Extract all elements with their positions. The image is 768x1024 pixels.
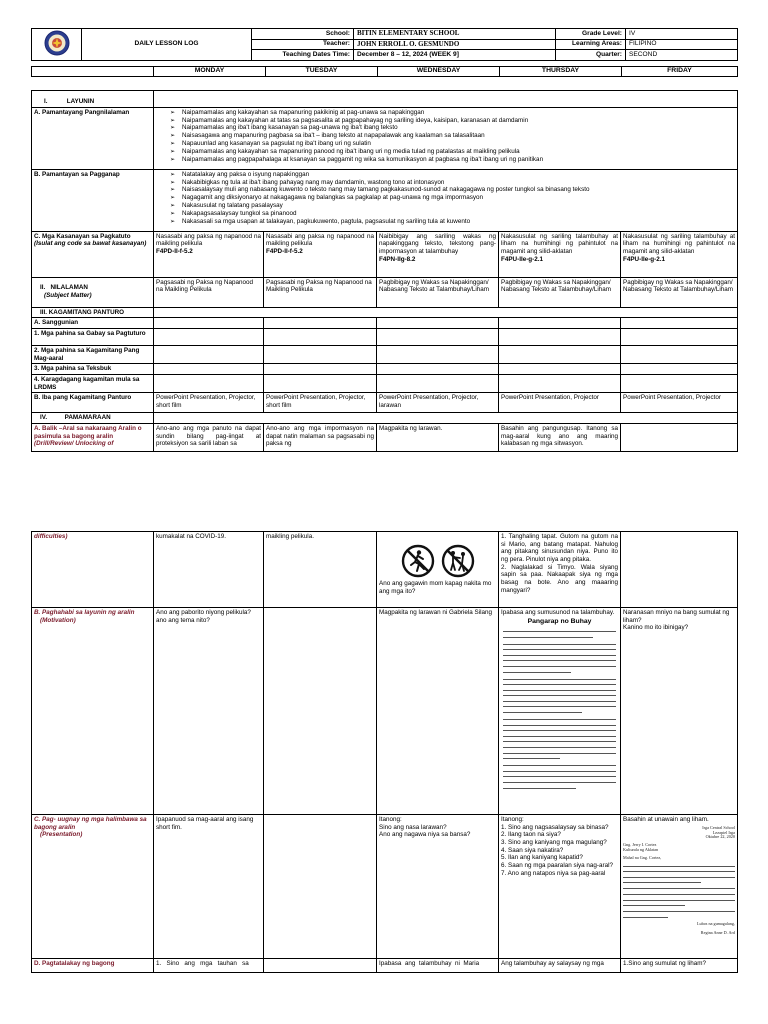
layunin-blank: [154, 90, 738, 107]
kasanayan-friday: [621, 231, 738, 277]
empty-cell: [264, 318, 377, 329]
empty-cell: [377, 318, 499, 329]
teacher-label: Teacher:: [252, 39, 354, 50]
competency-code: F4PN-IIg-8.2: [379, 255, 416, 263]
balik-aral-friday: [621, 423, 738, 451]
empty-cell: [154, 318, 264, 329]
pagtatalakay-wednesday: Ipabasa ang talambuhay ni Maria: [377, 959, 499, 973]
motivation-question: Kanino mo ito ibinigay?: [623, 624, 689, 632]
kagamitan-wednesday: PowerPoint Presentation, Projector, larawan: [377, 393, 499, 413]
pamantayan-sa-pagganap-label: B. Pamantayan sa Pagganap: [32, 169, 154, 231]
motivation-instruction: Ipabasa ang sumusunod na talambuhay.: [501, 609, 615, 616]
letter-closing: Lubos na gumagalang,: [696, 920, 735, 926]
empty-cell: [154, 328, 264, 345]
nilalaman-wednesday: Pagbibigay ng Wakas sa Napakinggan/ Nabasang Teksto at Talambuhay/Liham: [377, 277, 499, 307]
deped-seal-icon: [44, 30, 70, 56]
day-header-friday: FRIDAY: [622, 66, 738, 76]
motivation-friday: [621, 608, 738, 815]
empty-cell: [621, 318, 738, 329]
day-header-tuesday: TUESDAY: [266, 66, 378, 76]
list-item: ➢ Naipamamalas ang kakayahan sa mapanuring panood ng iba't ibang uri ng media tulad ng patalastas at maikling pelikula: [170, 148, 735, 156]
lesson-table: [31, 90, 738, 452]
letter-heading: Oktubre 22, 2020: [705, 834, 735, 840]
list-item: ➢ Nakasusulat ng talatang pasalaysay: [170, 202, 735, 210]
list-item: ➢ Naisasalaysay muli ang nabasang kuwento o teksto nang may tamang pagkakasunod-sunod at nakagagawa ng poster tungkol sa binasang teksto: [170, 186, 735, 194]
kagamitan-heading: III. KAGAMITANG PANTURO: [32, 307, 154, 318]
teacher-value: JOHN ERROLL O. GESMUNDO: [354, 39, 556, 50]
picture-question: Ano ang gagawin mom kapag nakita mo ang mga ito?: [379, 579, 492, 595]
balik-aral-label: A. Balik –Aral sa nakaraang Aralin o pasimula sa bagong aralin: [34, 424, 142, 440]
teksbuk-label: 3. Mga pahina sa Teksbuk: [32, 364, 154, 375]
no-pushing-sign-icon: [441, 544, 475, 578]
kagamitan-monday: PowerPoint Presentation, Projector, short film: [154, 393, 264, 413]
kagamitan-thursday: PowerPoint Presentation, Projector: [499, 393, 621, 413]
lrdms-label: 4. Karagdagang kagamitan mula sa LRDMS: [32, 374, 154, 392]
motivation-question: ano ang tema nito?: [156, 616, 210, 624]
iba-pang-kagamitan-label: B. Iba pang Kagamitang Panturo: [32, 393, 154, 413]
empty-cell: [499, 374, 621, 392]
page-2: [31, 531, 737, 973]
list-item: ➢ Nakabibigkas ng tula at iba't ibang pahayag nang may damdamin, wastong tono at intonasyon: [170, 179, 735, 187]
letter-scan: [623, 826, 735, 936]
kagamitang-mag-aaral-label: 2. Mga pahina sa Kagamitang Pang Mag-aaral: [32, 345, 154, 363]
area-label: Learning Areas:: [556, 39, 626, 50]
kasanayan-sublabel: (Isulat ang code sa bawat kasanayan): [34, 240, 147, 248]
lesson-table-continued: [31, 531, 738, 973]
motivation-thursday: [499, 608, 621, 815]
nilalaman-monday: Pagsasabi ng Paksa ng Napanood na Maikling Pelikula: [154, 277, 264, 307]
competency-code: F4PU-IIe-g-2.1: [501, 255, 543, 263]
motivation-label: B. Paghahabi sa layunin ng aralin: [34, 609, 135, 616]
empty-cell: [377, 328, 499, 345]
presentation-line: 7. Ano ang natapos niya sa pag-aaral: [501, 869, 606, 877]
list-item: ➢ Naipamamalas ang kakayahan sa mapanuring pakikinig at pag-unawa sa napakinggan: [170, 109, 735, 117]
presentation-line: 3. Sino ang kaniyang mga magulang?: [501, 839, 607, 847]
quarter-label: Quarter:: [556, 50, 626, 61]
pagtatalakay-monday: 1. Sino ang mga tauhan sa: [154, 959, 264, 973]
presentation-line: Itanong:: [379, 816, 402, 823]
competency-code: F4PD-II-f-5.2: [156, 247, 193, 255]
list-item: ➢ Nakasasali sa mga usapan at talakayan, pagkukuwento, pagtula, pagsasulat ng sariling tula at kuwento: [170, 218, 735, 226]
days-header: [31, 66, 738, 77]
kasanayan-text: Nasasabi ang paksa ng napanood na maikling pelikula: [266, 232, 374, 248]
day-header-monday: MONDAY: [154, 66, 266, 76]
no-running-sign-icon: [401, 544, 435, 578]
day-header-thursday: THURSDAY: [500, 66, 622, 76]
empty-cell: [377, 374, 499, 392]
school-value: BITIN ELEMENTARY SCHOOL: [354, 29, 556, 40]
kasanayan-text: Nakasusulat ng sariling talambuhay at liham na humihingi ng pahintulot na magamit ang silid-aklatan: [623, 232, 735, 255]
empty-cell: [499, 318, 621, 329]
header-table: [31, 28, 738, 61]
gabay-label: 1. Mga pahina sa Gabay sa Pagtuturo: [32, 328, 154, 345]
empty-cell: [377, 364, 499, 375]
situation-2: 2. Naglalakad si Timyo. Wala siyang sapin sa paa. Nakaapak siya ng mga basag na bote. Ano ang maaaring mangyari?: [501, 563, 618, 594]
nilalaman-sublabel: (Subject Matter): [44, 292, 92, 299]
balik-aral-sublabel: (Drill/Review/ Unlocking of: [34, 440, 114, 448]
kasanayan-monday: [154, 231, 264, 277]
presentation-line: 4. Saan siya nakatira?: [501, 846, 564, 854]
quarter-value: SECOND: [626, 50, 738, 61]
kasanayan-label: C. Mga Kasanayan sa Pagkatuto: [34, 232, 131, 240]
empty-cell: [154, 364, 264, 375]
list-item: ➢ Naipamamalas ang kakayahan at tatas sa pagsasalita at pagpapahayag ng sariling ideya, kaisipan, karanasan at damdamin: [170, 117, 735, 125]
list-item: ➢ Natatalakay ang paksa o isyung napakinggan: [170, 171, 735, 179]
pagtatalakay-label: D. Pagtatalakay ng bagong: [32, 959, 154, 973]
pamamaraan-heading: IV. PAMAMARAAN: [32, 413, 154, 424]
nilalaman-tuesday: Pagsasabi ng Paksa ng Napanood na Maikling Pelikula: [264, 277, 377, 307]
kasanayan-text: Nakasusulat ng sariling talambuhay at liham na humihingi ng pahintulot na magamit ang silid-aklatan: [501, 232, 618, 255]
presentation-wednesday: [377, 815, 499, 959]
pamantayang-pangnilalaman-list: [154, 107, 738, 169]
kasanayan-label-cell: [32, 231, 154, 277]
nilalaman-label: II. NILALAMAN: [40, 284, 88, 292]
area-value: FILIPINO: [626, 39, 738, 50]
letter-greeting: Mahal na Gng. Cortez,: [623, 854, 662, 860]
letter-recipient: Kulturala ng Aklatan: [623, 846, 659, 852]
presentation-line: 6. Saan ng mga paaralan siya nag-aral?: [501, 862, 614, 870]
continuation-wednesday: [377, 532, 499, 608]
motivation-tuesday: [264, 608, 377, 815]
kasanayan-thursday: [499, 231, 621, 277]
biography-scan: [501, 628, 618, 789]
balik-aral-monday: Ano-ano ang mga panuto na dapat sundin bilang pag-iingat at proteksiyon sa sarili laban sa: [154, 423, 264, 451]
continuation-thursday: [499, 532, 621, 608]
list-item: ➢ Naipamamalas ang pagpapahalaga at ksanayan sa paggamit ng wika sa komunikasyon at pagbasa ng iba't ibang uri ng panitikan: [170, 156, 735, 164]
balik-aral-thursday: Basahin ang pangungusap. Itanong sa mag-aaral kung ano ang maaring kalabasan ng mga sitwasyon.: [499, 423, 621, 451]
presentation-line: 5. Ilan ang kaniyang kapatid?: [501, 854, 583, 862]
continuation-tuesday: maikling pelikula.: [264, 532, 377, 608]
grade-label: Grade Level:: [556, 29, 626, 40]
pagtatalakay-friday: 1.Sino ang sumulat ng liham?: [621, 959, 738, 973]
competency-code: F4PD-II-f-5.2: [266, 247, 303, 255]
school-label: School:: [252, 29, 354, 40]
empty-cell: [499, 328, 621, 345]
letter-heading: Lezapiel Irga: [712, 829, 735, 835]
list-item: ➢ Nakapagsasalaysay tungkol sa pinanood: [170, 210, 735, 218]
difficulties-label: difficulties): [32, 532, 154, 608]
kasanayan-text: Naibibigay ang sariling wakas ng napakinggang teksto, tekstong pang-impormasyon at talambuhay: [379, 232, 496, 255]
pagtatalakay-tuesday: [264, 959, 377, 973]
nilalaman-label-cell: [32, 277, 154, 307]
list-item: ➢ Naisasagawa ang mapanuring pagbasa sa iba't – ibang teksto at napapalawak ang kaalaman sa talasalitaan: [170, 132, 735, 140]
day-header-wednesday: WEDNESDAY: [378, 66, 500, 76]
day-header-blank: [32, 66, 154, 76]
situation-1: 1. Tanghaling tapat. Gutom na gutom na si Mario, ang batang matapat. Nahulog ang pitakang sinusundan niya. Puno ito ng pera. Pinulot niya ang pitaka.: [501, 533, 618, 564]
list-item: ➢ Napauunlad ang kasanayan sa pagsulat ng iba't ibang uri ng sulatin: [170, 140, 735, 148]
presentation-thursday: [499, 815, 621, 959]
presentation-monday: Ipapanuod sa mag-aaral ang isang short fim.: [154, 815, 264, 959]
presentation-label-cell: [32, 815, 154, 959]
pamamaraan-blank: [154, 413, 738, 424]
layunin-heading: I. LAYUNIN: [32, 90, 154, 107]
empty-cell: [154, 374, 264, 392]
document-title: DAILY LESSON LOG: [82, 29, 252, 61]
pagtatalakay-thursday: Ang talambuhay ay salaysay ng mga: [499, 959, 621, 973]
grade-value: IV: [626, 29, 738, 40]
letter-signature: Regina Anne D. Ard: [700, 929, 735, 935]
dates-label: Teaching Dates Time:: [252, 50, 354, 61]
motivation-sublabel: (Motivation): [40, 616, 76, 624]
motivation-wednesday: Magpakita ng larawan ni Gabriela Silang: [377, 608, 499, 815]
empty-cell: [621, 328, 738, 345]
balik-aral-wednesday: Magpakita ng larawan.: [377, 423, 499, 451]
presentation-line: 2. Ilang taon na siya?: [501, 831, 561, 839]
presentation-line: Ano ang nagawa niya sa bansa?: [379, 831, 471, 839]
presentation-line: 1. Sino ang nagsasalaysay sa binasa?: [501, 823, 609, 831]
motivation-label-cell: [32, 608, 154, 815]
presentation-line: Basahin at unawain ang liham.: [623, 816, 709, 823]
balik-aral-tuesday: Ano-ano ang mga impormasyon na dapat natin malaman sa pagsasabi ng paksa ng: [264, 423, 377, 451]
empty-cell: [621, 364, 738, 375]
deped-logo-cell: [32, 29, 82, 61]
list-item: ➢ Nagagamit ang diksiyonaryo at nakagagawa ng balangkas sa pagkalap at pag-unawa ng mga impormasyon: [170, 194, 735, 202]
empty-cell: [499, 364, 621, 375]
kagamitan-tuesday: PowerPoint Presentation, Projector, short film: [264, 393, 377, 413]
kasanayan-text: Nasasabi ang paksa ng napanood na maikling pelikula: [156, 232, 261, 248]
sanggunian-label: A. Sanggunian: [32, 318, 154, 329]
letter-recipient: Gng. Jerry I. Cortez: [623, 842, 657, 848]
empty-cell: [154, 345, 264, 363]
pamantayan-sa-pagganap-list: [154, 169, 738, 231]
presentation-friday: [621, 815, 738, 959]
pamantayang-pangnilalaman-label: A. Pamantayang Pangnilalaman: [32, 107, 154, 169]
empty-cell: [621, 374, 738, 392]
empty-cell: [499, 345, 621, 363]
kagamitan-friday: PowerPoint Presentation, Projector: [621, 393, 738, 413]
kasanayan-tuesday: [264, 231, 377, 277]
empty-cell: [264, 374, 377, 392]
empty-cell: [264, 364, 377, 375]
empty-cell: [264, 328, 377, 345]
presentation-sublabel: (Presentation): [40, 831, 83, 839]
letter-heading: Irga Central School: [702, 824, 735, 830]
empty-cell: [621, 345, 738, 363]
kagamitan-blank: [154, 307, 738, 318]
dates-value: December 8 – 12, 2024 (WEEK 9]: [354, 50, 556, 61]
nilalaman-friday: Pagbibigay ng Wakas sa Napakinggan/ Nabasang Teksto at Talambuhay/Liham: [621, 277, 738, 307]
kasanayan-wednesday: [377, 231, 499, 277]
motivation-question: Ano ang paborito niyong pelikula?: [156, 609, 251, 616]
empty-cell: [377, 345, 499, 363]
nilalaman-thursday: Pagbibigay ng Wakas sa Napakinggan/ Nabasang Teksto at Talambuhay/Liham: [499, 277, 621, 307]
continuation-monday: kumakalat na COVID-19.: [154, 532, 264, 608]
list-item: ➢ Naipamamalas ang iba't ibang kasanayan sa pag-unawa ng iba't ibang teksto: [170, 124, 735, 132]
biography-title: Pangarap no Buhay: [527, 617, 592, 625]
presentation-label: C. Pag- uugnay ng mga halimbawa sa bagong aralin: [34, 816, 147, 831]
page-1: [31, 28, 737, 452]
motivation-monday: [154, 608, 264, 815]
competency-code: F4PU-IIe-g-2.1: [623, 255, 665, 263]
empty-cell: [264, 345, 377, 363]
presentation-tuesday: [264, 815, 377, 959]
motivation-question: Naranasan mniyo na bang sumulat ng liham?: [623, 609, 730, 624]
balik-aral-label-cell: [32, 423, 154, 451]
continuation-friday: [621, 532, 738, 608]
presentation-line: Sino ang nasa larawan?: [379, 823, 447, 831]
presentation-line: Itanong:: [501, 816, 524, 823]
